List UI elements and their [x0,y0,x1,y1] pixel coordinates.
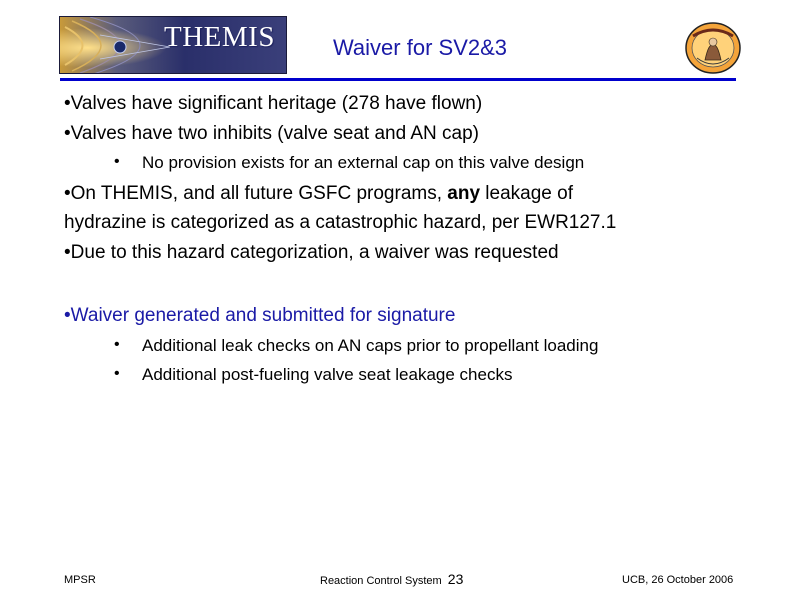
title-divider [60,78,736,81]
bullet-themis-leakage [64,183,573,205]
sub-bullet-marker: • [114,336,120,353]
bullet-themis-leakage-cont: hydrazine is categorized as a catastrophic hazard, per EWR127.1 [64,212,617,233]
bullet-inhibits: •Valves have two inhibits (valve seat and AN cap) [64,123,480,144]
sub-bullet-marker: • [114,365,120,382]
sub-bullet-post-fueling: Additional post-fueling valve seat leakage checks [142,365,513,384]
page-number: 23 [447,571,464,587]
footer-center [320,571,463,587]
sub-bullet-marker: • [114,153,120,170]
bullet-hazard-categorization: •Due to this hazard categorization, a waiver was requested [64,242,559,263]
footer-center-text: Reaction Control System [320,575,442,587]
themis-logo-banner [59,16,287,74]
footer-right: UCB, 26 October 2006 [622,574,734,586]
bullet-waiver-generated: •Waiver generated and submitted for signature [64,305,456,326]
bullet-themis-text-1: •On THEMIS, and all future GSFC programs, [64,183,448,204]
logo-text: THEMIS [164,21,275,53]
themis-mission-badge-icon [683,20,743,76]
bullet-themis-emphasis: any [447,183,481,204]
sub-bullet-leak-checks: Additional leak checks on AN caps prior to propellant loading [142,336,599,355]
page-title: Waiver for SV2&3 [332,35,508,60]
bullet-themis-text-2: leakage of [480,183,573,204]
sub-bullet-no-provision: No provision exists for an external cap on this valve design [142,153,585,172]
footer-left: MPSR [64,574,96,586]
bullet-heritage: •Valves have significant heritage (278 have flown) [64,93,483,114]
